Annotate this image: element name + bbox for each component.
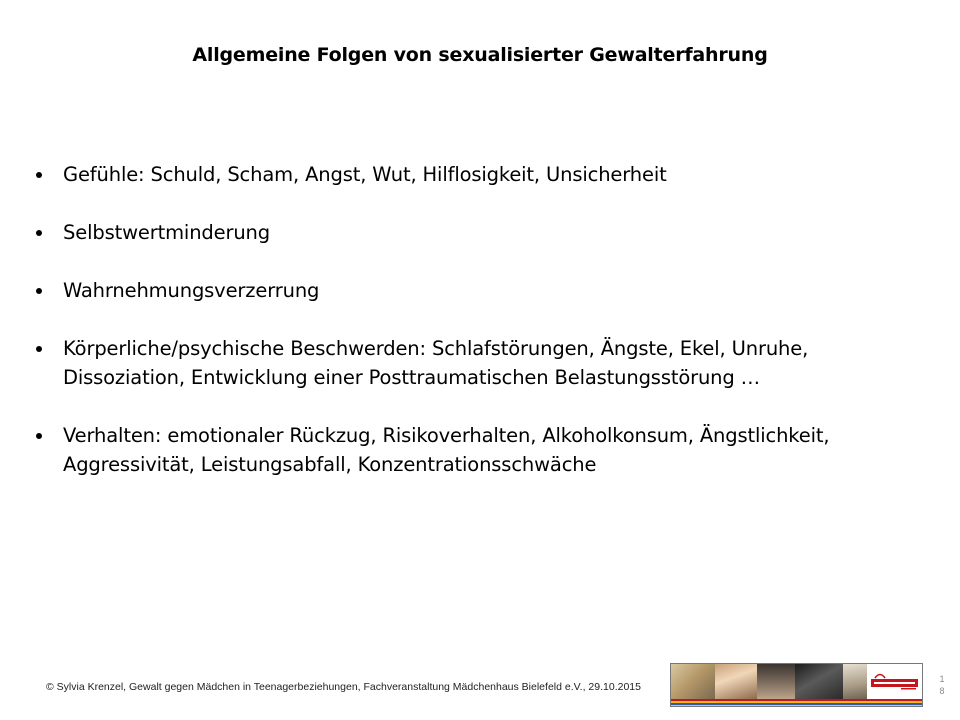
bullet-item-feelings	[36, 160, 936, 189]
bullet-line: Wahrnehmungsverzerrung	[63, 279, 320, 302]
banner-photo-portrait	[715, 664, 757, 699]
banner-photo-light	[843, 664, 867, 699]
footer-copyright: © Sylvia Krenzel, Gewalt gegen Mädchen in Teenagerbeziehungen, Fachveranstaltung Mädchenhaus Bielefeld e.V., 29.10.2015	[46, 681, 641, 693]
bullet-line: Selbstwertminderung	[63, 221, 270, 244]
bullet-item-behavior	[36, 421, 936, 479]
footer-banner	[670, 663, 923, 707]
bullet-item-complaints	[36, 334, 936, 392]
page-number-digit: 8	[939, 686, 945, 696]
bullet-list	[36, 160, 936, 508]
banner-photo-group	[757, 664, 795, 699]
bullet-line: Gefühle: Schuld, Scham, Angst, Wut, Hilflosigkeit, Unsicherheit	[63, 163, 667, 186]
banner-photo-girls	[671, 664, 715, 699]
bullet-item-perception	[36, 276, 936, 305]
bullet-item-self-esteem	[36, 218, 936, 247]
bullet-line: Körperliche/psychische Beschwerden: Schlafstörungen, Ängste, Ekel, Unruhe,	[63, 337, 809, 360]
bullet-line: Dissoziation, Entwicklung einer Posttraumatischen Belastungsstörung …	[63, 366, 761, 389]
banner-photo-dark	[795, 664, 843, 699]
maedchenhaus-logo	[867, 664, 922, 699]
bullet-line: Verhalten: emotionaler Rückzug, Risikoverhalten, Alkoholkonsum, Ängstlichkeit,	[63, 424, 830, 447]
page-number-digit: 1	[939, 674, 945, 684]
page-number	[936, 673, 948, 697]
slide-title: Allgemeine Folgen von sexualisierter Gewalterfahrung	[192, 44, 768, 66]
bullet-line: Aggressivität, Leistungsabfall, Konzentrationsschwäche	[63, 453, 597, 476]
maedchenhaus-logo-icon	[871, 670, 918, 692]
banner-stripe-blue	[671, 703, 922, 705]
